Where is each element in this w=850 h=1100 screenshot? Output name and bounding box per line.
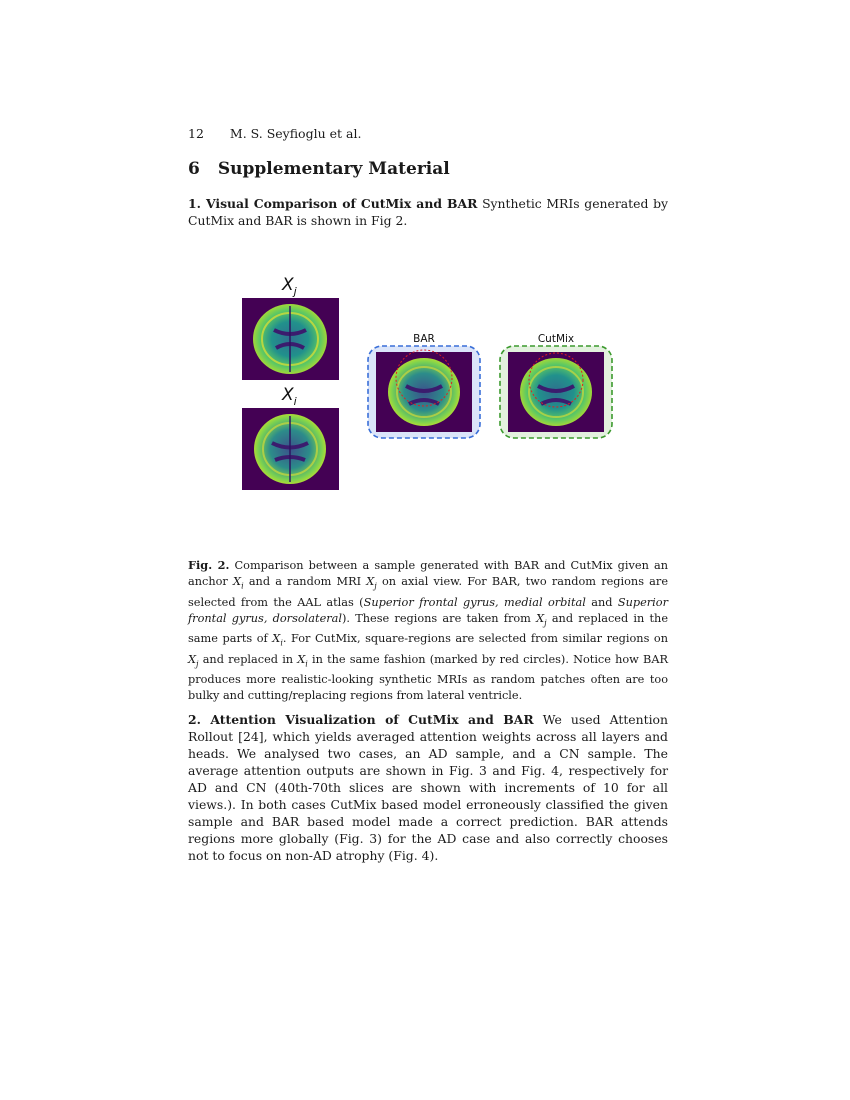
section-title: Supplementary Material (217, 159, 450, 179)
bar-sample-frame (368, 346, 480, 438)
paragraph-text: Synthetic MRIs generated by CutMix and BAR is shown in Fig 2. (188, 196, 669, 228)
region-2: Superior frontal gyrus, dorsolateral (188, 595, 668, 625)
math-xj: $X_j$ (188, 652, 199, 669)
math-xi: $X_i$ (233, 575, 244, 591)
running-head (188, 126, 361, 141)
figure-2 (230, 268, 630, 508)
label-cutmix: CutMix (537, 333, 575, 345)
section-number: 6 (188, 159, 200, 179)
mri-xj-image (242, 298, 339, 380)
paragraph-attention-visualization (188, 711, 668, 864)
math-xj: $X_j$ (536, 611, 547, 628)
label-xj: $X_j$ (282, 275, 297, 298)
label-bar: BAR (413, 333, 435, 345)
paragraph-text: We used Attention Rollout [24], which yields averaged attention weights across all layers and heads. We analysed two cases, an AD sample, and a CN sample. The average attention outputs are shown in Fig. 3 and Fig. 4, respectively for AD and CN (40th-70th slices are shown with increments of 10 for all views.). In both cases CutMix based model erroneously classified the given sample and BAR based model made a correct prediction. BAR attends regions more globally (Fig. 3) for the AD case and also correctly chooses not to focus on non-AD atrophy (Fig. 4). (188, 712, 668, 863)
cutmix-sample-frame (500, 346, 612, 438)
author-line: M. S. Seyfioglu et al. (229, 126, 362, 141)
paragraph-visual-comparison (188, 195, 668, 229)
section-heading (188, 159, 450, 179)
figure-caption: Fig. 2. Comparison between a sample generated with BAR and CutMix given an anchor $X_i$ and a random MRI $X_j$ on axial view. For BAR, two random regions are selected from the AAL atlas (Superior frontal gyrus, medial orbital and Superior frontal gyrus, dorsolateral). These regions are taken from $X_j$ and replaced in the same parts of $X_i$. For CutMix, square-regions are selected from similar regions on $X_j$ and replaced in $X_i$ in the same fashion (marked by red circles). Notice how BAR produces more realistic-looking synthetic MRIs as random patches often are too bulky and cutting/replacing regions from lateral ventricle. (188, 558, 669, 703)
caption-label: Fig. 2. (188, 558, 230, 572)
paragraph-heading: 1. Visual Comparison of CutMix and BAR (188, 196, 478, 211)
math-xi: $X_i$ (297, 652, 308, 669)
math-xj: $X_j$ (366, 575, 377, 591)
math-xi: $X_i$ (272, 632, 283, 648)
mri-xi-image (242, 408, 339, 490)
paragraph-heading: 2. Attention Visualization of CutMix and BAR (188, 712, 534, 727)
page-number: 12 (188, 126, 204, 141)
region-1: Superior frontal gyrus, medial orbital (363, 595, 586, 609)
label-xi: $X_i$ (282, 385, 297, 408)
